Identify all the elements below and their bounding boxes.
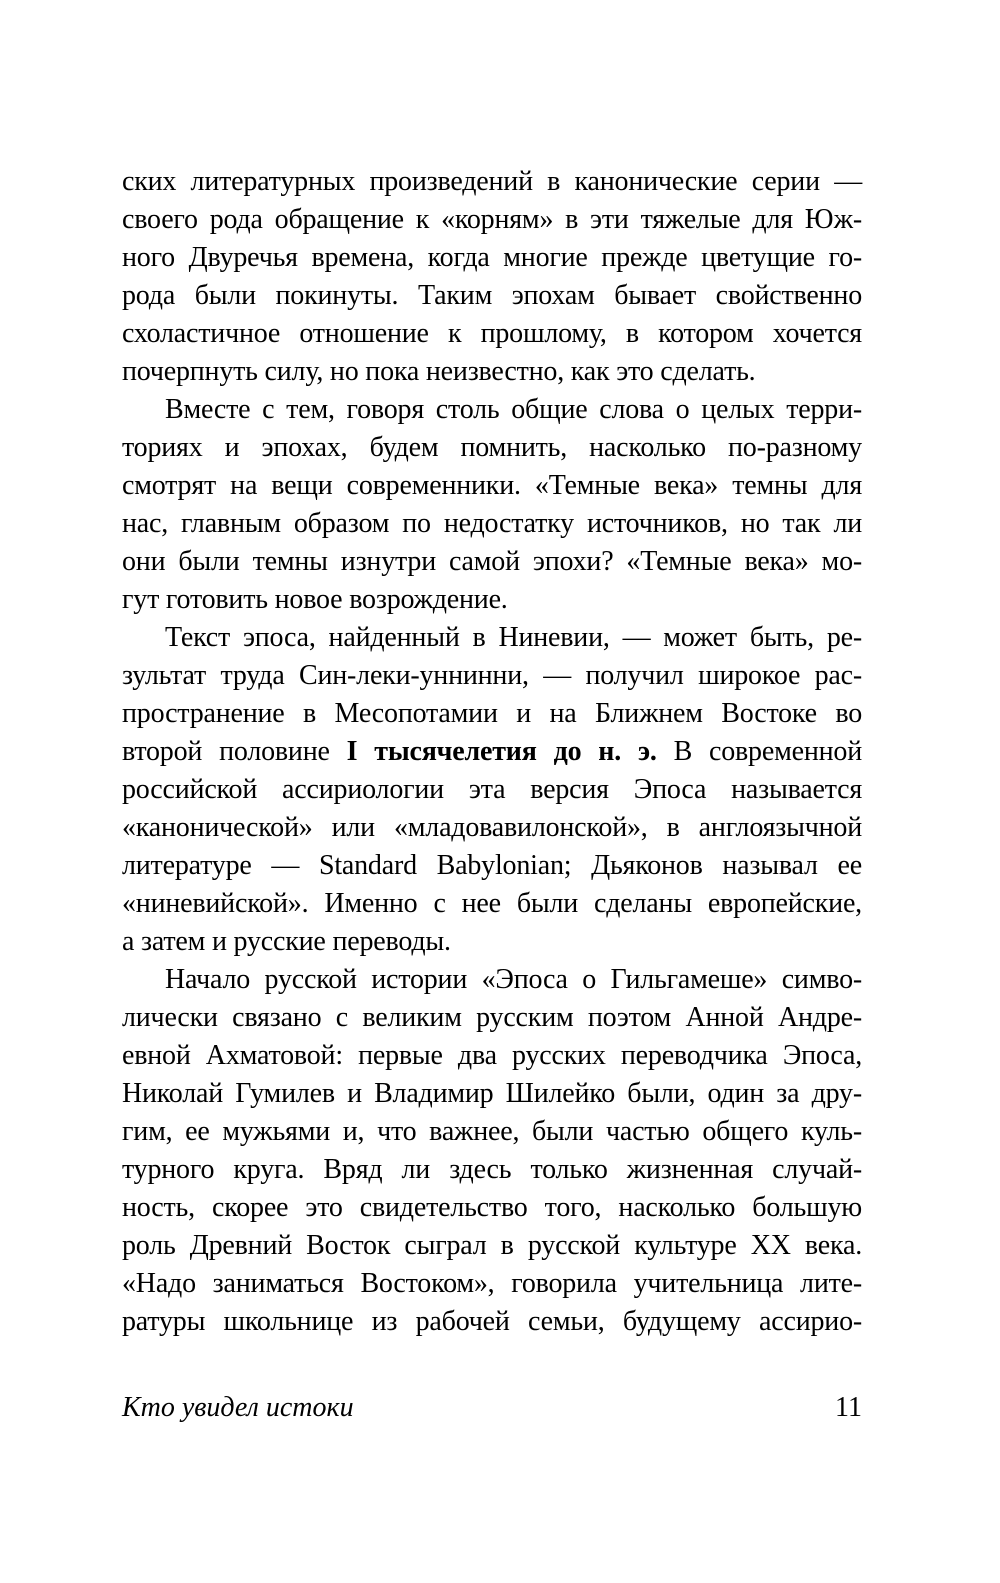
text-line: турного круга. Вряд ли здесь только жизненная случай- [122,1154,862,1185]
text-line: рода были покинуты. Таким эпохам бывает свойственно [122,280,862,311]
text-line: евной Ахматовой: первые два русских переводчика Эпоса, [122,1040,862,1071]
text-line: нас, главным образом по недостатку источников, но так ли [122,508,862,539]
text-line: они были темны изнутри самой эпохи? «Темные века» мо- [122,546,862,577]
running-title: Кто увидел истоки [122,1392,354,1423]
text-line: Начало русской истории «Эпоса о Гильгамеше» симво- [165,964,862,995]
text-line: литературе — Standard Babylonian; Дьяконов называл ее [122,850,862,881]
text-line: «ниневийской». Именно с нее были сделаны европейские, [122,888,862,919]
text-line: гим, ее мужьями и, что важнее, были частью общего куль- [122,1116,862,1147]
text-line: пространение в Месопотамии и на Ближнем Востоке во [122,698,862,729]
text-line: схоластичное отношение к прошлому, в котором хочется [122,318,862,349]
paragraph [122,961,862,1341]
text-line: российской ассириологии эта версия Эпоса называется [122,774,862,805]
text-line: лически связано с великим русским поэтом Анной Андре- [122,1002,862,1033]
page-body [122,163,862,1341]
text-line: Николай Гумилев и Владимир Шилейко были, один за дру- [122,1078,862,1109]
text-line: своего рода обращение к «корням» в эти тяжелые для Юж- [122,204,862,235]
paragraph [122,391,862,619]
text-line: ратуры школьнице из рабочей семьи, будущему ассирио- [122,1306,862,1337]
paragraph [122,619,862,961]
text-line: «Надо заниматься Востоком», говорила учительница лите- [122,1268,862,1299]
text-line: зультат труда Син-леки-уннинни, — получил широкое рас- [122,660,862,691]
text-line: ного Двуречья времена, когда многие прежде цветущие го- [122,242,862,273]
text-line: смотрят на вещи современники. «Темные века» темны для [122,470,862,501]
page-footer [122,1389,862,1427]
text-line: второй половине I тысячелетия до н. э. В современной [122,736,862,767]
text-line: роль Древний Восток сыграл в русской культуре XX века. [122,1230,862,1261]
text-line: гут готовить новое возрождение. [122,584,508,615]
text-line: ториях и эпохах, будем помнить, насколько по-разному [122,432,862,463]
text-line: а затем и русские переводы. [122,926,451,957]
text-line: «канонической» или «младовавилонской», в англоязычной [122,812,862,843]
paragraph [122,163,862,391]
text-line: ность, скорее это свидетельство того, насколько большую [122,1192,862,1223]
text-line: Текст эпоса, найденный в Ниневии, — может быть, ре- [165,622,862,653]
text-line: ских литературных произведений в канонические серии — [122,166,862,197]
text-line: Вместе с тем, говоря столь общие слова о целых терри- [165,394,862,425]
page-number: 11 [835,1392,862,1423]
text-line: почерпнуть силу, но пока неизвестно, как это сделать. [122,356,756,387]
